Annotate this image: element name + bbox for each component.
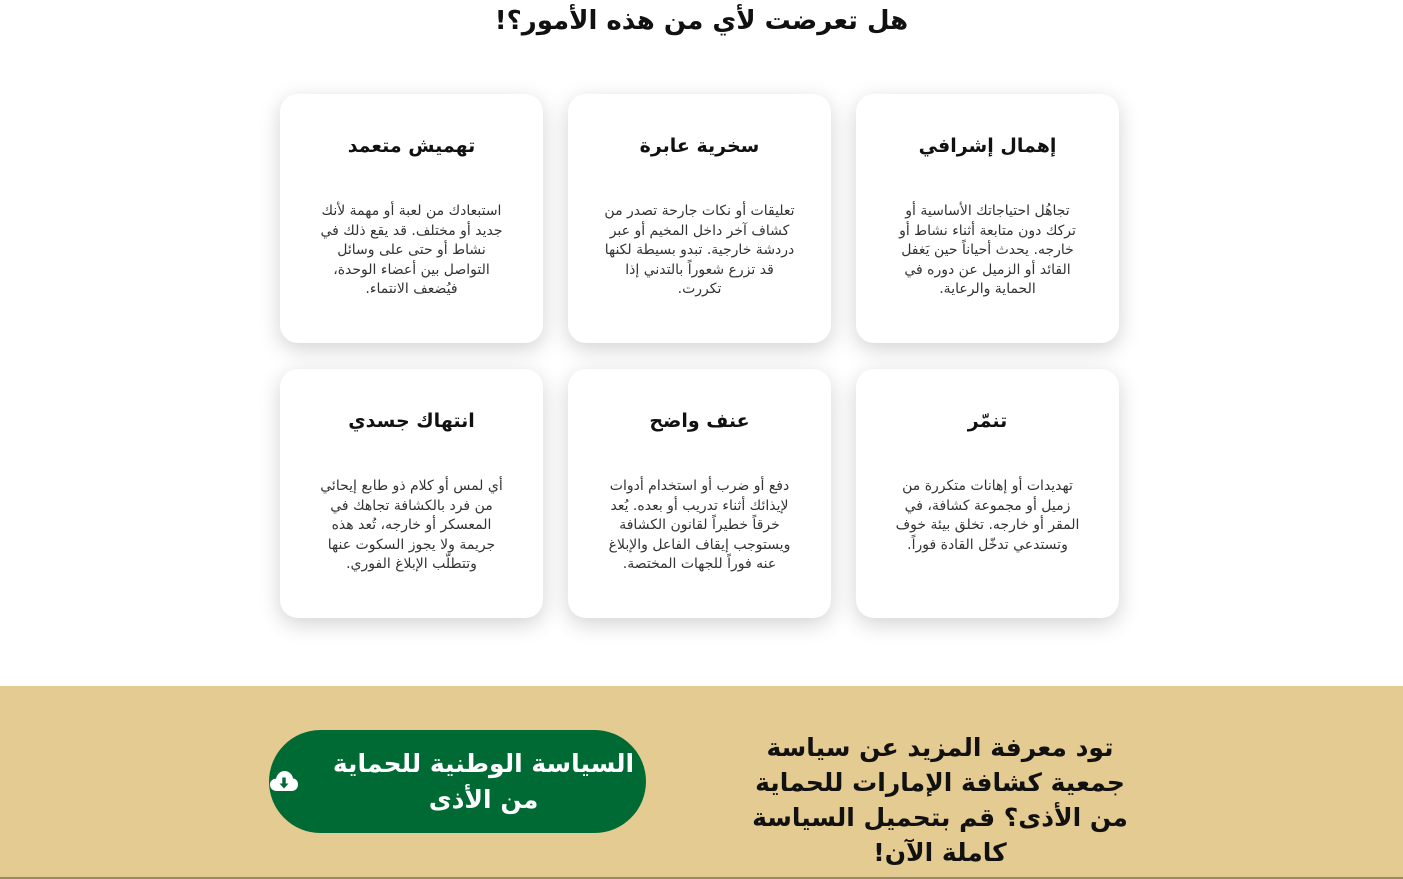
download-button-label: السياسة الوطنية للحماية من الأذى [332,748,635,814]
issue-card-clear-violence [568,369,831,618]
card-title: إهمال إشرافي [918,135,1057,157]
cloud-download-icon [269,769,299,795]
card-title: عنف واضح [649,410,750,432]
page-title: هل تعرضت لأي من هذه الأمور؟! [494,6,909,36]
card-description: تجاهُل احتياجاتك الأساسية أو تركك دون متابعة أثناء نشاط أو خارجه. يحدث أحياناً حين يَغفل القائد أو الزميل عن دوره في الحماية والرعاية. [899,203,1076,297]
card-title: تنمّر [967,410,1008,432]
download-policy-button[interactable] [269,730,646,833]
cta-text: تود معرفة المزيد عن سياسة جمعية كشافة الإمارات للحماية من الأذى؟ قم بتحميل السياسة كاملة الآن! [752,733,1128,867]
issue-card-supervisory-neglect [856,94,1119,343]
card-description: أي لمس أو كلام ذو طابع إيحائي من فرد بالكشافة تجاهك في المعسكر أو خارجه، تُعد هذه جريمة ولا يجوز السكوت عنها وتتطلّب الإبلاغ الفوري. [320,478,503,572]
card-title: تهميش متعمد [347,135,476,157]
policy-download-banner [0,686,1403,879]
card-description: تهديدات أو إهانات متكررة من زميل أو مجموعة كشافة، في المقر أو خارجه. تخلق بيئة خوف وتستدعي تدخّل القادة فوراً. [895,478,1080,553]
issue-card-bullying [856,369,1119,618]
issue-card-deliberate-exclusion [280,94,543,343]
card-description: دفع أو ضرب أو استخدام أدوات لإيذائك أثناء تدريب أو بعده. يُعد خرقاً خطيراً لقانون الكشافة ويستوجب إيقاف الفاعل والإبلاغ عنه فوراً للجهات المختصة. [608,478,791,572]
card-title: انتهاك جسدي [348,410,475,432]
issue-card-passing-mockery [568,94,831,343]
issues-grid [280,94,1119,618]
card-description: استبعادك من لعبة أو مهمة لأنك جديد أو مختلف. قد يقع ذلك في نشاط أو حتى على وسائل التواصل بين أعضاء الوحدة، فيُضعف الانتماء. [320,203,503,297]
card-description: تعليقات أو نكات جارحة تصدر من كشاف آخر داخل المخيم أو عبر دردشة خارجية. تبدو بسيطة لكنها قد تزرع شعوراً بالتدني إذا تكررت. [604,203,795,297]
issue-card-physical-abuse [280,369,543,618]
card-title: سخرية عابرة [639,135,760,157]
